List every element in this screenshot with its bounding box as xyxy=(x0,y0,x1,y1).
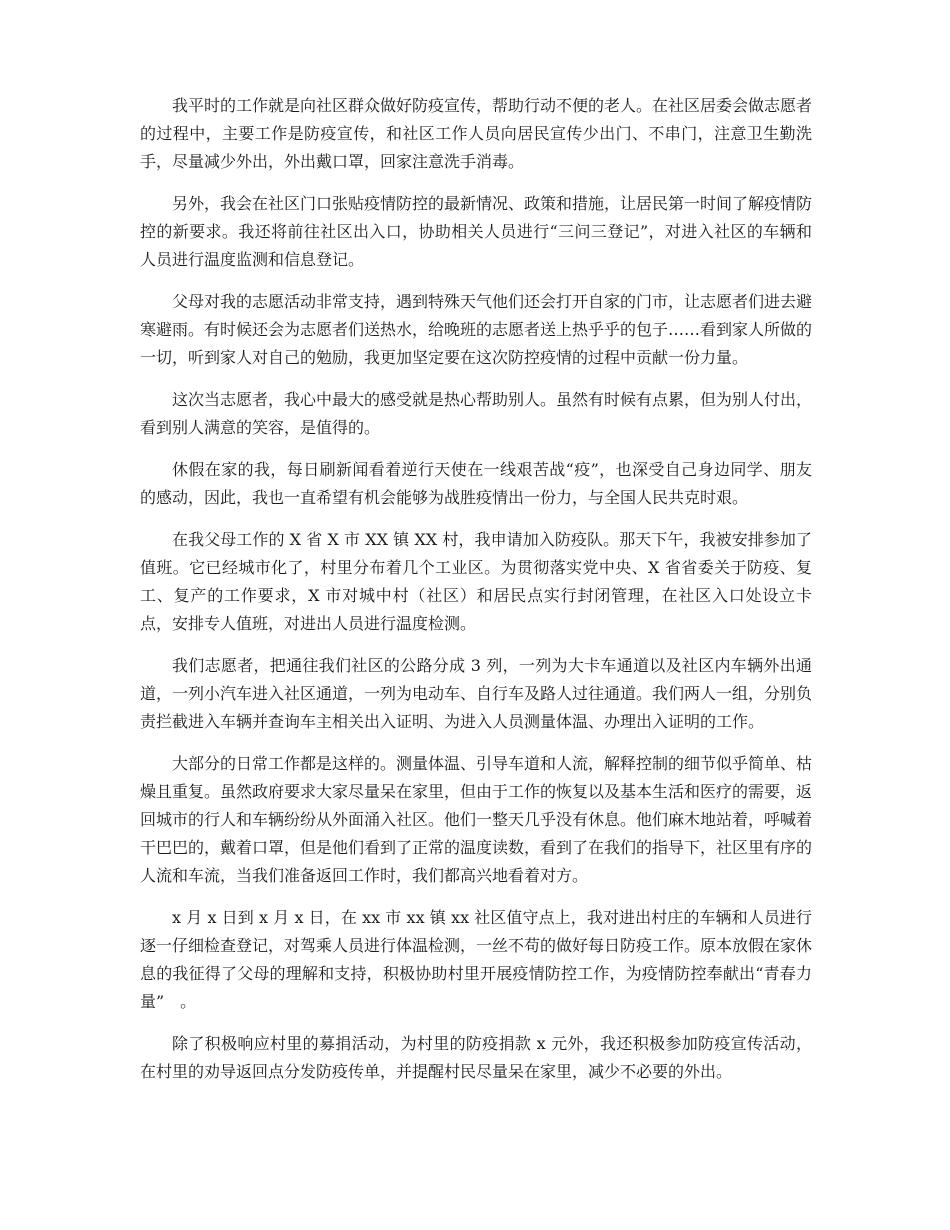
paragraph-2: 另外，我会在社区门口张贴疫情防控的最新情况、政策和措施，让居民第一时间了解疫情防控的新要求。我还将前往社区出入口，协助相关人员进行“三问三登记”，对进入社区的车辆和人员进行温度监测和信息登记。 xyxy=(140,194,813,269)
document-body xyxy=(140,92,812,1100)
paragraph-3: 父母对我的志愿活动非常支持，遇到特殊天气他们还会打开自家的门市，让志愿者们进去避寒避雨。有时候还会为志愿者们送热水，给晚班的志愿者送上热乎乎的包子……看到家人所做的一切，听到家人对自己的勉励，我更加坚定要在这次防控疫情的过程中贡献一份力量。 xyxy=(140,292,813,367)
paragraph-10: 除了积极响应村里的募捐活动，为村里的防疫捐款 x 元外，我还积极参加防疫宣传活动，在村里的劝导返回点分发防疫传单，并提醒村民尽量呆在家里，减少不必要的外出。 xyxy=(140,1034,812,1081)
paragraph-6: 在我父母工作的 X 省 X 市 XX 镇 XX 村，我申请加入防疫队。那天下午，我被安排参加了值班。它已经城市化了，村里分布着几个工业区。为贯彻落实党中央、X 省省委关于防疫、复工、复产的工作要求，X 市对城中村（社区）和居民点实行封闭管理，在社区入口处设立卡点，安排专人值班，对进出人员进行温度检测。 xyxy=(140,530,812,633)
paragraph-7: 我们志愿者，把通往我们社区的公路分成 3 列，一列为大卡车通道以及社区内车辆外出通道，一列小汽车进入社区通道，一列为电动车、自行车及路人过往通道。我们两人一组，分别负责拦截进入车辆并查询车主相关出入证明、为进入人员测量体温、办理出入证明的工作。 xyxy=(140,656,813,731)
paragraph-1: 我平时的工作就是向社区群众做好防疫宣传，帮助行动不便的老人。在社区居委会做志愿者的过程中，主要工作是防疫宣传，和社区工作人员向居民宣传少出门、不串门，注意卫生勤洗手，尽量减少外出，外出戴口罩，回家注意洗手消毒。 xyxy=(140,96,813,171)
paragraph-9: x 月 x 日到 x 月 x 日，在 xx 市 xx 镇 xx 社区值守点上，我对进出村庄的车辆和人员进行逐一仔细检查登记，对驾乘人员进行体温检测，一丝不苟的做好每日防疫工作。原本放假在家休息的我征得了父母的理解和支持，积极协助村里开展疫情防控工作，为疫情防控奉献出“青春力量” 。 xyxy=(140,908,813,1011)
paragraph-5: 休假在家的我，每日刷新闻看着逆行天使在一线艰苦战“疫”，也深受自己身边同学、朋友的感动，因此，我也一直希望有机会能够为战胜疫情出一份力，与全国人民共克时艰。 xyxy=(140,460,812,507)
paragraph-8: 大部分的日常工作都是这样的。测量体温、引导车道和人流，解释控制的细节似乎简单、枯燥且重复。虽然政府要求大家尽量呆在家里，但由于工作的恢复以及基本生活和医疗的需要，返回城市的行人和车辆纷纷从外面涌入社区。他们一整天几乎没有休息。他们麻木地站着，呼喊着干巴巴的，戴着口罩，但是他们看到了正常的温度读数，看到了在我们的指导下，社区里有序的人流和车流，当我们准备返回工作时，我们都高兴地看着对方。 xyxy=(140,754,813,885)
paragraph-4: 这次当志愿者，我心中最大的感受就是热心帮助别人。虽然有时候有点累，但为别人付出，看到别人满意的笑容，是值得的。 xyxy=(140,390,813,437)
